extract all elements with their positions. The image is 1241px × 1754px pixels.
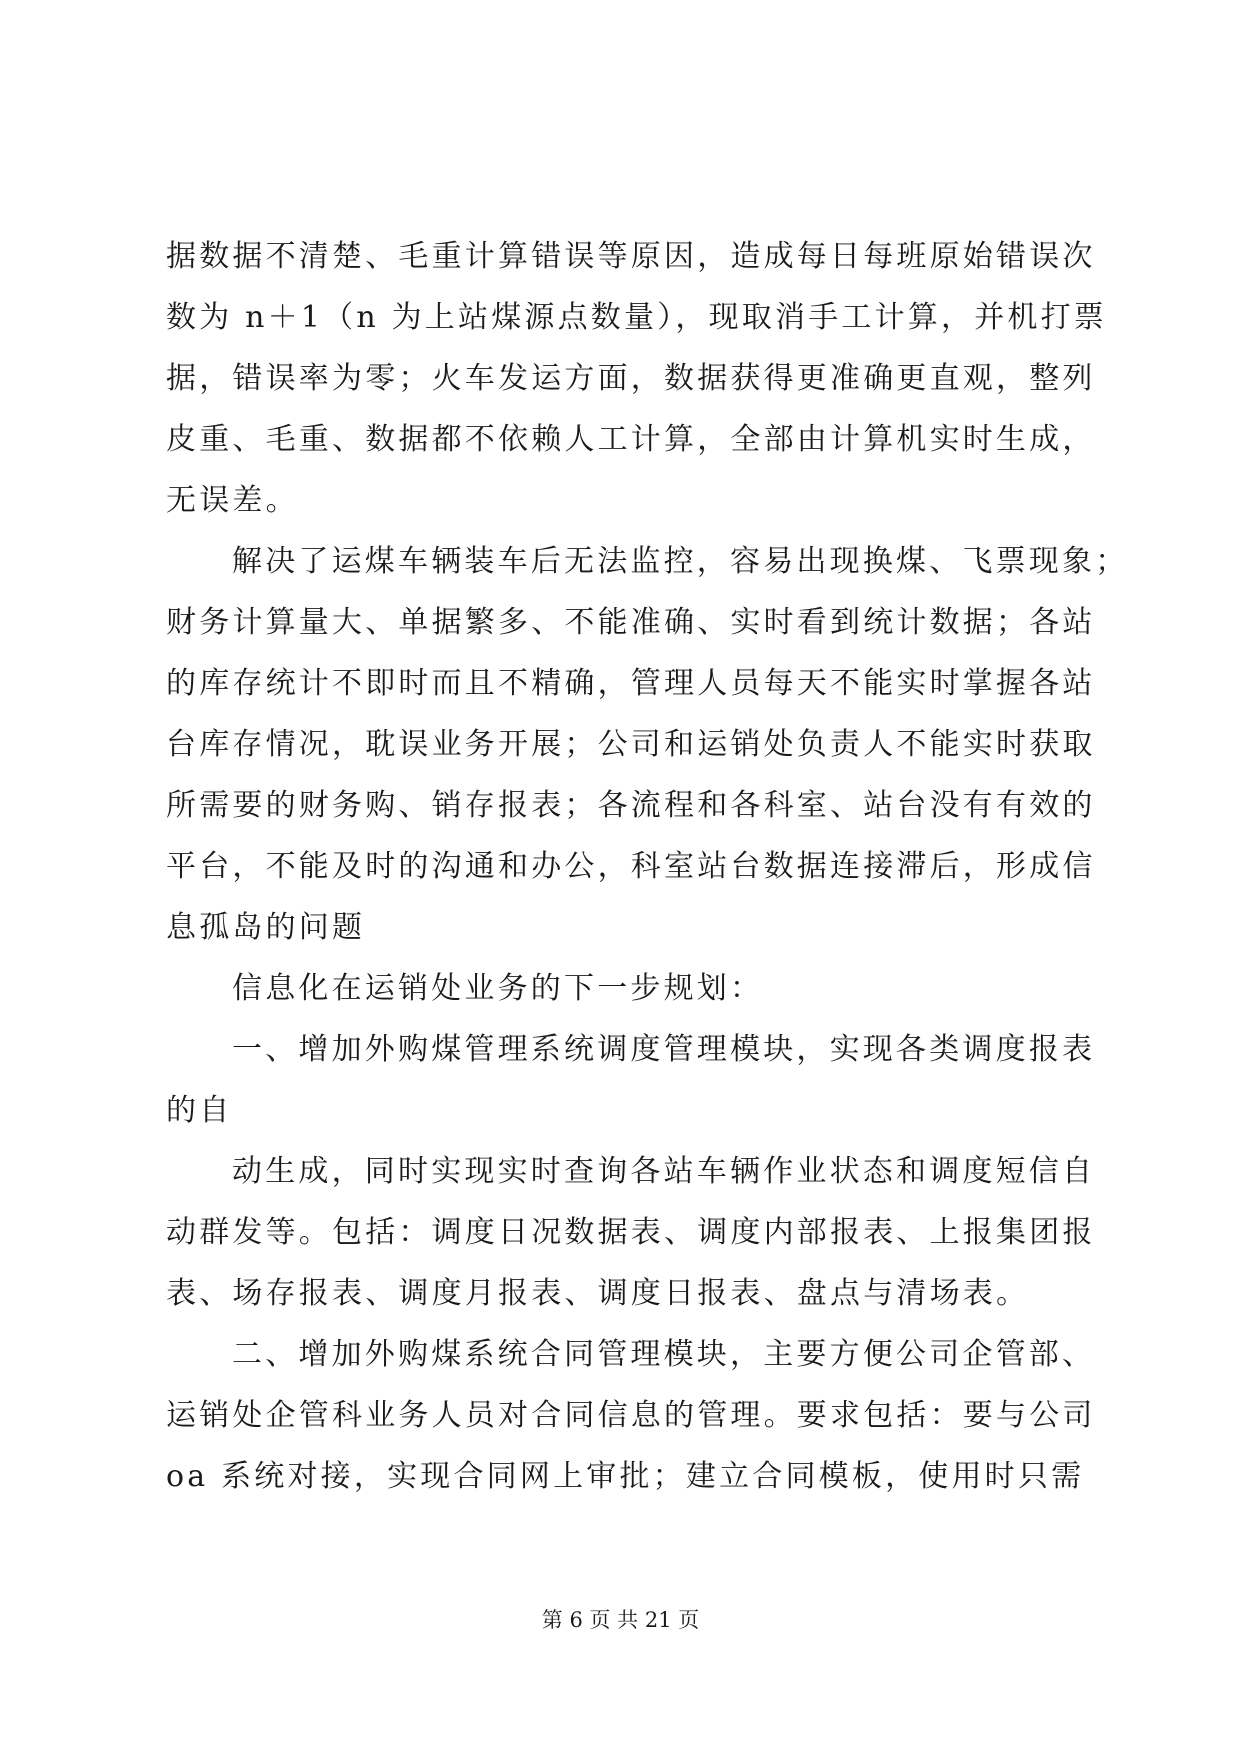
text-line: 信息化在运销处业务的下一步规划： [232, 971, 764, 1006]
page-footer: 第 6 页 共 21 页 [541, 1608, 700, 1632]
text-line: 运销处企管科业务人员对合同信息的管理。要求包括：要与公司 [166, 1398, 1096, 1433]
text-line: 无误差。 [166, 483, 299, 518]
text-line: 的库存统计不即时而且不精确，管理人员每天不能实时掌握各站 [166, 666, 1096, 701]
text-line: 解决了运煤车辆装车后无法监控，容易出现换煤、飞票现象； [232, 544, 1129, 579]
text-line: 皮重、毛重、数据都不依赖人工计算，全部由计算机实时生成， [166, 422, 1096, 457]
text-line: 二、增加外购煤系统合同管理模块，主要方便公司企管部、 [232, 1337, 1096, 1372]
text-line: 的自 [166, 1093, 233, 1128]
text-line: 数为 n＋1（n 为上站煤源点数量），现取消手工计算，并机打票 [166, 300, 1108, 335]
text-line: 台库存情况，耽误业务开展；公司和运销处负责人不能实时获取 [166, 727, 1096, 762]
text-line: 据，错误率为零；火车发运方面，数据获得更准确更直观，整列 [166, 361, 1096, 396]
text-line: 据数据不清楚、毛重计算错误等原因，造成每日每班原始错误次 [166, 239, 1096, 274]
text-line: oa 系统对接，实现合同网上审批；建立合同模板，使用时只需 [166, 1459, 1085, 1494]
text-line: 息孤岛的问题 [166, 910, 366, 945]
text-line: 所需要的财务购、销存报表；各流程和各科室、站台没有有效的 [166, 788, 1096, 823]
text-line: 动群发等。包括：调度日况数据表、调度内部报表、上报集团报 [166, 1215, 1096, 1250]
text-line: 一、增加外购煤管理系统调度管理模块，实现各类调度报表 [232, 1032, 1096, 1067]
text-line: 动生成，同时实现实时查询各站车辆作业状态和调度短信自 [232, 1154, 1096, 1189]
body-text [166, 226, 1129, 1507]
text-line: 平台，不能及时的沟通和办公，科室站台数据连接滞后，形成信 [166, 849, 1096, 884]
text-line: 表、场存报表、调度月报表、调度日报表、盘点与清场表。 [166, 1276, 1030, 1311]
text-line: 财务计算量大、单据繁多、不能准确、实时看到统计数据；各站 [166, 605, 1096, 640]
